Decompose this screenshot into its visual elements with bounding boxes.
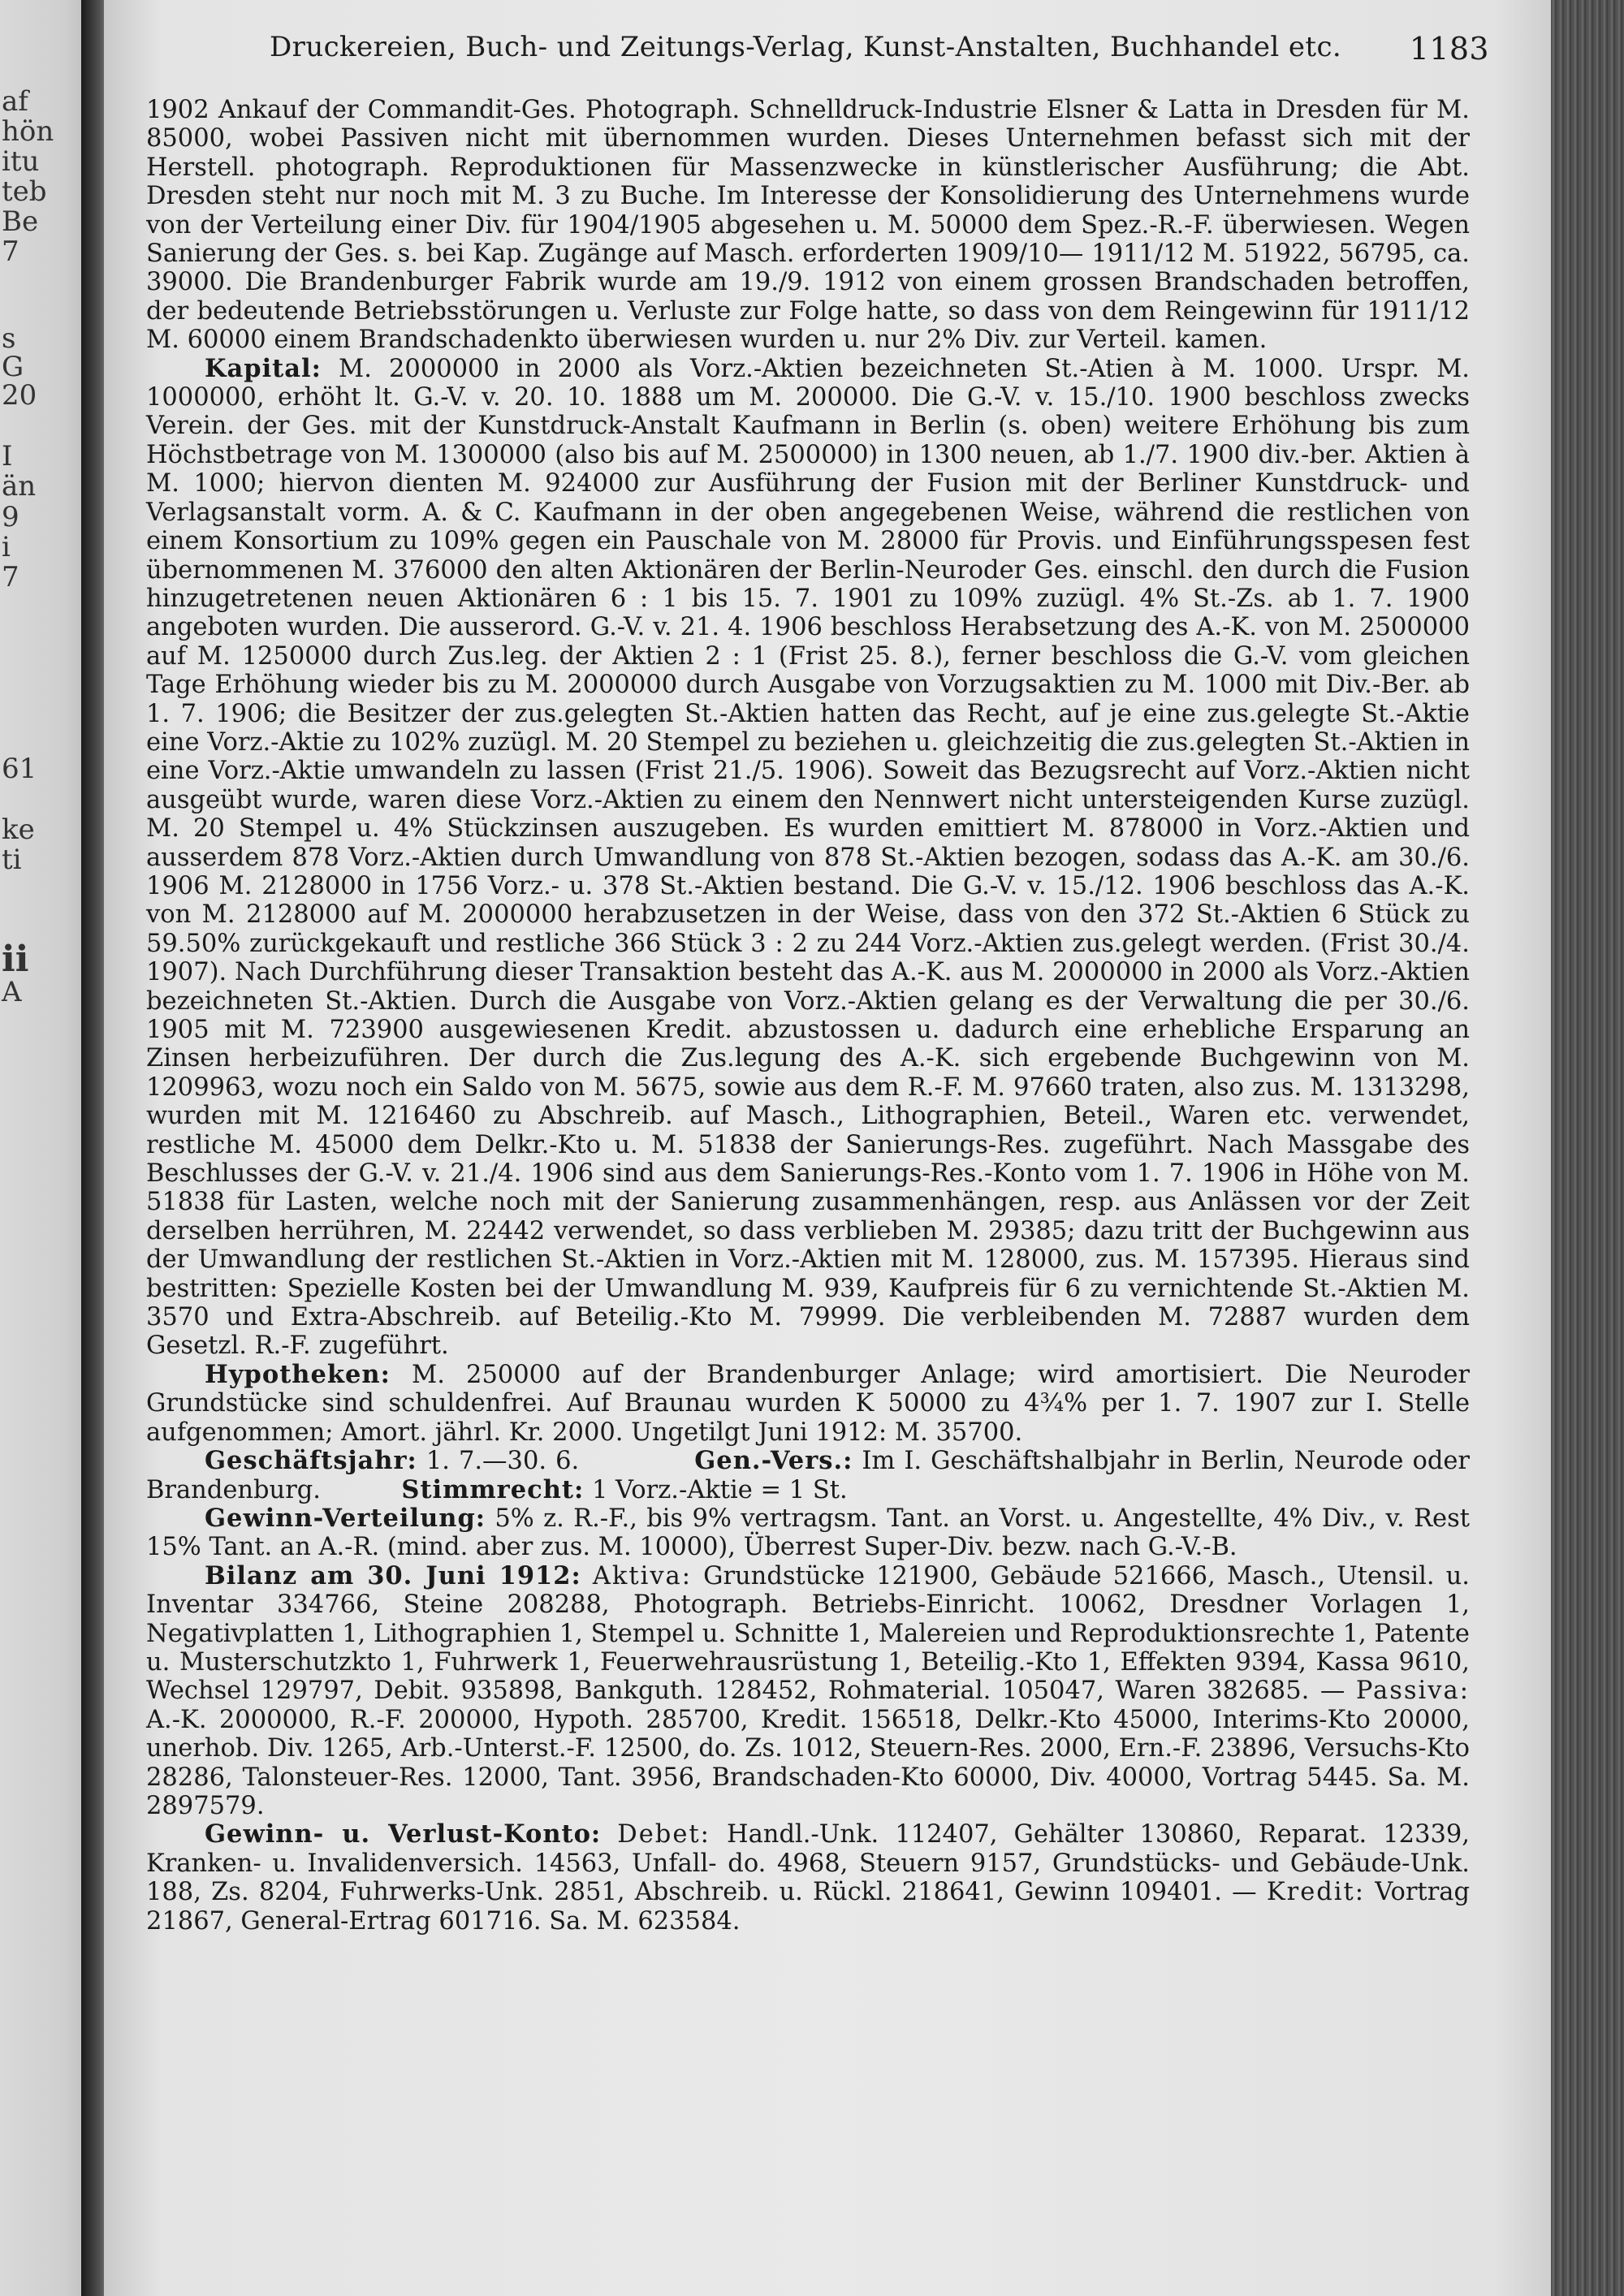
paragraph-text: A.-K. 2000000, R.-F. 200000, Hypoth. 285700, Kredit. 156518, Delkr.-Kto 45000, Interims-Kto 20000, unerhob. Div. 1265, Arb.-Unterst.-F. 12500, do. Zs. 1012, Steuern-Res. 2000, Ern.-F. 23896, Versuchs-Kto 28286, Talonsteuer-Res. 12000, Tant. 3956, Brandschaden-Kto 60000, Div. 40000, Vortrag 5445. Sa. M. 2897579. <box>146 1705 1470 1820</box>
section-heading: Hypotheken: <box>205 1359 391 1389</box>
margin-fragment: hön <box>2 115 54 148</box>
section-heading: Gewinn-Verteilung: <box>205 1503 486 1533</box>
margin-fragment: I <box>2 440 13 473</box>
book-edge <box>1551 0 1624 2296</box>
margin-fragment: än <box>2 470 37 503</box>
margin-fragment: A <box>2 976 22 1008</box>
margin-fragment: af <box>2 85 28 118</box>
kredit-label: Kredit: <box>1266 1878 1366 1907</box>
paragraph-text: 5% z. R.-F., bis 9% vertragsm. Tant. an Vorst. u. Angestellte, 4% Div., v. Rest 15% Tant. an A.-R. (mind. aber zus. M. 10000), Überrest Super-Div. bezw. nach G.-V.-B. <box>146 1504 1470 1562</box>
section-heading: Kapital: <box>205 353 322 383</box>
paragraph-text: Handl.-Unk. 112407, Gehälter 130860, Reparat. 12339, Kranken- u. Invalidenversich. 14563, Unfall- do. 4968, Steuern 9157, Grundstücks- und Gebäude-Unk. 188, Zs. 8204, Fuhrwerks-Unk. 2851, Abschreib. u. Rückl. 218641, Gewinn 109401. — <box>146 1820 1470 1907</box>
debet-label: Debet: <box>617 1820 710 1849</box>
history-paragraph <box>146 96 1470 355</box>
paragraph-text: 1902 Ankauf der Commandit-Ges. Photograph. Schnelldruck-Industrie Elsner & Latta in Dresden für M. 85000, wobei Passiven nicht mit übernommen wurden. Dieses Unternehmen befasst sich mit der Herstell. photograph. Reproduktionen für Massenzwecke in künstlerischer Ausführung; die Abt. Dresden steht nur noch mit M. 3 zu Buche. Im Interesse der Konsolidierung des Unternehmens wurde von der Verteilung einer Div. für 1904/1905 abgesehen u. M. 50000 dem Spez.-R.-F. überwiesen. Wegen Sanierung der Ges. s. bei Kap. Zugänge auf Masch. erforderten 1909/10— 1911/12 M. 51922, 56795, ca. 39000. Die Brandenburger Fabrik wurde am 19./9. 1912 von einem grossen Brandschaden betroffen, der bedeutende Betriebsstörungen u. Verluste zur Folge hatte, so dass von dem Reingewinn für 1911/12 M. 60000 einem Brandschadenkto überwiesen wurden u. nur 2% Div. zur Verteil. kamen. <box>146 96 1470 355</box>
margin-fragment: s <box>2 322 16 355</box>
bilanz-paragraph <box>146 1562 1470 1821</box>
header-title: Druckereien, Buch- und Zeitungs-Verlag, Kunst-Anstalten, Buchhandel etc. <box>270 31 1342 63</box>
paragraph-text: 1 Vorz.-Aktie = 1 St. <box>591 1475 848 1504</box>
kapital-paragraph <box>146 355 1470 1361</box>
margin-fragment: teb <box>2 175 47 208</box>
margin-fragment: i <box>2 531 11 563</box>
paragraph-text: Grundstücke 121900, Gebäude 521666, Masch., Utensil. u. Inventar 334766, Steine 208288, Photograph. Betriebs-Einricht. 10062, Dresdner Vorlagen 1, Negativplatten 1, Lithographien 1, Stempel u. Schnitte 1, Malereien und Reproduktionsrechte 1, Patente u. Musterschutzkto 1, Fuhrwerk 1, Feuerwehrausrüstung 1, Beteilig.-Kto 1, Effekten 9394, Kassa 9610, Wechsel 129797, Debit. 935898, Bankguth. 128452, Rohmaterial. 105047, Waren 382685. — <box>146 1561 1470 1706</box>
running-header <box>164 31 1489 71</box>
margin-fragment: 20 <box>2 379 37 412</box>
section-heading: Geschäftsjahr: <box>205 1446 417 1476</box>
margin-fragment: Be <box>2 205 39 238</box>
section-heading: Bilanz am 30. Juni 1912: <box>205 1560 581 1590</box>
margin-fragment: ii <box>2 939 29 980</box>
section-heading: Gen.-Vers.: <box>694 1446 853 1476</box>
paragraph-text: 1. 7.—30. 6. <box>425 1447 580 1476</box>
gewinn-verlust-paragraph <box>146 1820 1470 1936</box>
margin-fragment: 7 <box>2 235 19 268</box>
geschaeftsjahr-paragraph <box>146 1447 1470 1504</box>
paragraph-text: M. 250000 auf der Brandenburger Anlage; wird amortisiert. Die Neuroder Grundstücke sind schuldenfrei. Auf Braunau wurden K 50000 zu 4¾% per 1. 7. 1907 zur I. Stelle aufgenommen; Amort. jährl. Kr. 2000. Ungetilgt Juni 1912: M. 35700. <box>146 1360 1470 1447</box>
page-number: 1183 <box>1409 31 1489 67</box>
aktiva-label: Aktiva: <box>592 1561 693 1590</box>
margin-fragment: ti <box>2 844 22 876</box>
paragraph-text: Im I. Geschäftshalbjahr in Berlin, Neurode oder Brandenburg. <box>146 1447 1471 1504</box>
hypotheken-paragraph <box>146 1361 1470 1447</box>
paragraph-text: Vortrag 21867, General-Ertrag 601716. Sa. M. 623584. <box>146 1878 1470 1936</box>
gewinn-verteilung-paragraph <box>146 1504 1470 1562</box>
section-heading: Gewinn- u. Verlust-Konto: <box>205 1819 602 1849</box>
left-page-strip <box>0 0 91 2296</box>
passiva-label: Passiva: <box>1355 1677 1470 1706</box>
margin-fragment: G <box>2 351 24 383</box>
margin-fragment: 61 <box>2 753 37 785</box>
margin-fragment: itu <box>2 145 40 178</box>
section-heading: Stimmrecht: <box>401 1474 585 1504</box>
margin-fragment: 7 <box>2 561 19 593</box>
margin-fragment: ke <box>2 814 35 846</box>
paragraph-text: M. 2000000 in 2000 als Vorz.-Aktien bezeichneten St.-Atien à M. 1000. Urspr. M. 1000000, erhöht lt. G.-V. v. 20. 10. 1888 um M. 200000. Die G.-V. v. 15./10. 1900 beschloss zwecks Verein. der Ges. mit der Kunstdruck-Anstalt Kaufmann in Berlin (s. oben) weitere Erhöhung bis zum Höchstbetrage von M. 1300000 (also bis auf M. 2500000) in 1300 neuen, ab 1./7. 1900 div.-ber. Aktien à M. 1000; hiervon dienten M. 924000 zur Ausführung der Fusion mit der Berliner Kunstdruck- und Verlagsanstalt vorm. A. & C. Kaufmann in der oben angegebenen Weise, während die restlichen von einem Konsortium zu 109% gegen ein Pauschale von M. 28000 für Provis. und Einführungsspesen fest übernommenen M. 376000 den alten Aktionären der Berlin-Neuroder Ges. einschl. den durch die Fusion hinzugetretenen neuen Aktionären 6 : 1 bis 15. 7. 1901 zu 109% zuzügl. 4% St.-Zs. ab 1. 7. 1900 angeboten wurden. Die ausserord. G.-V. v. 21. 4. 1906 beschloss Herabsetzung des A.-K. von M. 2500000 auf M. 1250000 durch Zus.leg. der Aktien 2 : 1 (Frist 25. 8.), ferner beschloss die G.-V. vom gleichen Tage Erhöhung wieder bis zu M. 2000000 durch Ausgabe von Vorzugsaktien zu M. 1000 mit Div.-Ber. ab 1. 7. 1906; die Besitzer der zus.gelegten St.-Aktien hatten das Recht, auf je eine zus.gelegte St.-Aktie eine Vorz.-Aktie zu 102% zuzügl. M. 20 Stempel zu beziehen u. gleichzeitig die zus.gelegten St.-Aktien in eine Vorz.-Aktie umwandeln zu lassen (Frist 21./5. 1906). Soweit das Bezugsrecht auf Vorz.-Aktien nicht ausgeübt wurde, waren diese Vorz.-Aktien zu einem den Nennwert nicht untersteigenden Kurse zuzügl. M. 20 Stempel u. 4% Stückzinsen auszugeben. Es wurden emittiert M. 878000 in Vorz.-Aktien und ausserdem 878 Vorz.-Aktien durch Umwandlung von 878 St.-Aktien bezogen, sodass das A.-K. am 30./6. 1906 M. 2128000 in 1756 Vorz.- u. 378 St.-Aktien bestand. Die G.-V. v. 15./12. 1906 beschloss das A.-K. von M. 2128000 auf M. 2000000 herabzusetzen in der Weise, dass von den 372 St.-Aktien 6 Stück zu 59.50% zurückgekauft und restliche 366 Stück 3 : 2 zu 244 Vorz.-Aktien zus.gelegt werden. (Frist 30./4. 1907). Nach Durchführung dieser Transaktion besteht das A.-K. aus M. 2000000 in 2000 als Vorz.-Aktien bezeichneten St.-Aktien. Durch die Ausgabe von Vorz.-Aktien gelang es der Verwaltung die per 30./6. 1905 mit M. 723900 ausgewiesenen Kredit. abzustossen u. dadurch eine erhebliche Ersparung an Zinsen herbeizuführen. Der durch die Zus.legung des A.-K. sich ergebende Buchgewinn von M. 1209963, wozu noch ein Saldo von M. 5675, sowie aus dem R.-F. M. 97660 traten, also zus. M. 1313298, wurden mit M. 1216460 zu Abschreib. auf Masch., Lithographien, Beteil., Waren etc. verwendet, restliche M. 45000 dem Delkr.-Kto u. M. 51838 der Sanierungs-Res. zugeführt. Nach Massgabe des Beschlusses der G.-V. v. 21./4. 1906 sind aus dem Sanierungs-Res.-Konto vom 1. 7. 1906 in Höhe von M. 51838 für Lasten, welche noch mit der Sanierung zusammenhängen, resp. aus Anlässen vor der Zeit derselben herrühren, M. 22442 verwendet, so dass verblieben M. 29385; dazu tritt der Buchgewinn aus der Umwandlung der restlichen St.-Aktien in Vorz.-Aktien mit M. 128000, zus. M. 157395. Hieraus sind bestritten: Spezielle Kosten bei der Umwandlung M. 939, Kaufpreis für 6 zu vernichtende St.-Aktien M. 3570 und Extra-Abschreib. auf Beteilig.-Kto M. 79999. Die verbleibenden M. 72887 wurden dem Gesetzl. R.-F. zugeführt. <box>146 354 1470 1361</box>
page-text <box>146 96 1470 1936</box>
margin-fragment: 9 <box>2 501 19 533</box>
